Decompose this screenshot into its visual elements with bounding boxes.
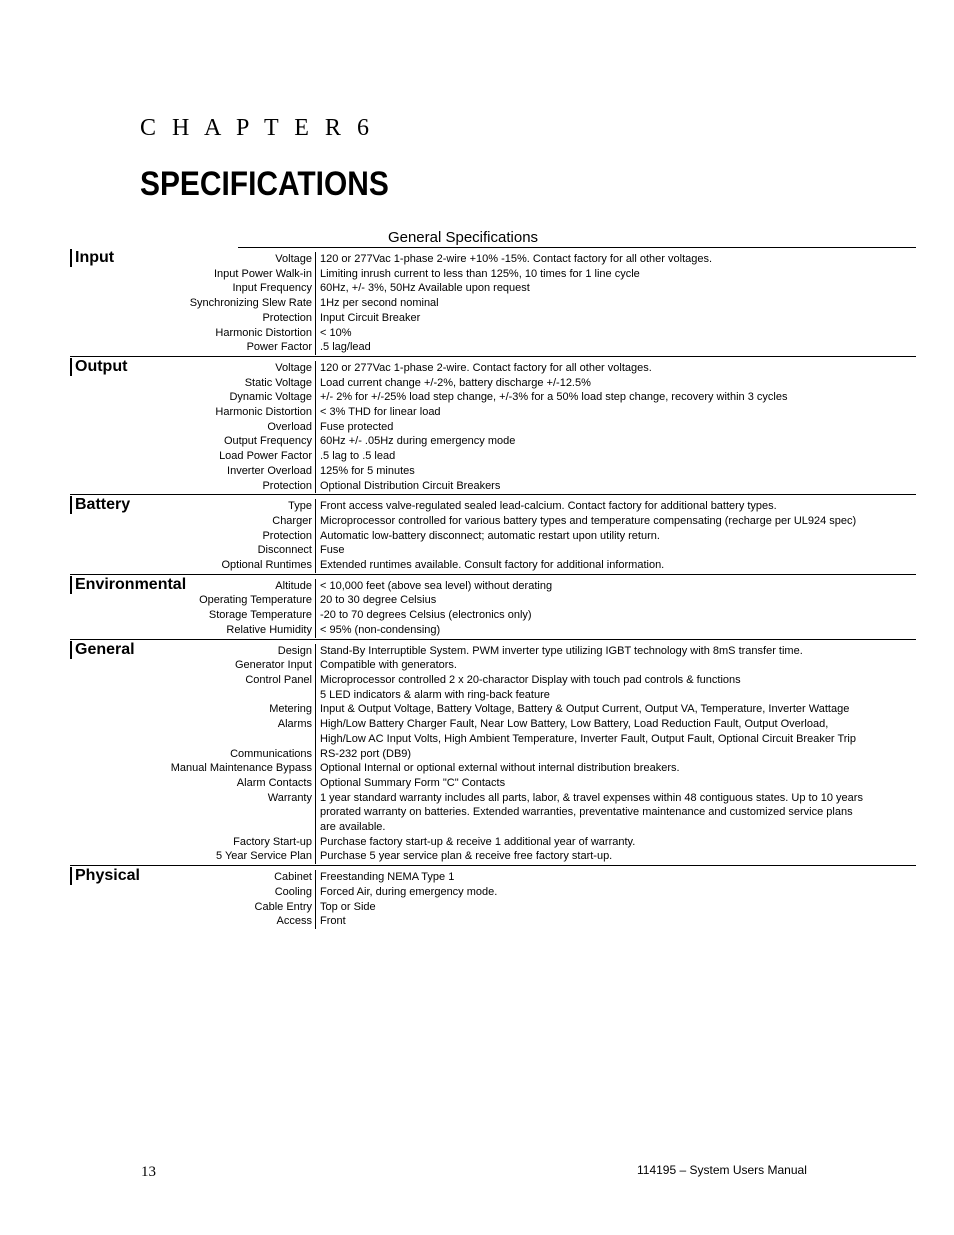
section-heading: Environmental [70, 576, 186, 594]
spec-label: Disconnect [257, 544, 312, 557]
spec-row [70, 608, 916, 623]
spec-value: Microprocessor controlled for various battery types and temperature compensating (recharge per UL924 spec) [315, 514, 916, 529]
spec-label: Relative Humidity [226, 623, 312, 636]
spec-label: Altitude [275, 579, 312, 592]
spec-value: 125% for 5 minutes [315, 464, 916, 479]
spec-label: Harmonic Distortion [215, 326, 312, 339]
specifications-table [70, 248, 916, 930]
spec-row [70, 296, 916, 311]
spec-value: Purchase factory start-up & receive 1 additional year of warranty. [315, 835, 916, 850]
spec-value: Compatible with generators. [315, 658, 916, 673]
spec-row [70, 820, 916, 835]
section-heading: Physical [70, 867, 140, 885]
spec-value: Optional Internal or optional external without internal distribution breakers. [315, 761, 916, 776]
spec-row [70, 449, 916, 464]
spec-row [70, 340, 916, 356]
spec-row [70, 376, 916, 391]
document-title: 114195 – System Users Manual [637, 1163, 807, 1177]
spec-label: Cable Entry [254, 900, 312, 913]
spec-row [70, 575, 916, 594]
spec-label: Synchronizing Slew Rate [189, 297, 312, 310]
spec-label: Dynamic Voltage [229, 391, 312, 404]
spec-label: Alarm Contacts [236, 776, 312, 789]
spec-row [70, 885, 916, 900]
spec-row [70, 390, 916, 405]
spec-value: are available. [315, 820, 916, 835]
spec-label: Overload [267, 420, 312, 433]
spec-value: Extended runtimes available. Consult factory for additional information. [315, 558, 916, 573]
spec-label: Charger [272, 514, 312, 527]
spec-value: 60Hz, +/- 3%, 50Hz Available upon request [315, 281, 916, 296]
spec-row [70, 495, 916, 514]
spec-row [70, 732, 916, 747]
spec-value: Optional Summary Form "C" Contacts [315, 776, 916, 791]
spec-label [70, 820, 315, 835]
spec-label: Manual Maintenance Bypass [170, 762, 312, 775]
spec-label: Storage Temperature [208, 609, 312, 622]
spec-value: Fuse protected [315, 420, 916, 435]
spec-section-input [70, 248, 916, 356]
spec-row [70, 805, 916, 820]
spec-row [70, 747, 916, 762]
spec-row [70, 434, 916, 449]
spec-label: Static Voltage [244, 376, 312, 389]
spec-row [70, 761, 916, 776]
spec-section-environmental [70, 574, 916, 639]
spec-value: -20 to 70 degrees Celsius (electronics only) [315, 608, 916, 623]
spec-label [70, 732, 315, 747]
section-heading: Output [70, 358, 127, 376]
page-title: SPECIFICATIONS [140, 165, 389, 203]
spec-row [70, 267, 916, 282]
spec-value: < 95% (non-condensing) [315, 623, 916, 638]
spec-value: Forced Air, during emergency mode. [315, 885, 916, 900]
spec-label: Protection [262, 311, 312, 324]
spec-label: Output Frequency [223, 435, 312, 448]
section-heading: Battery [70, 496, 130, 514]
spec-label: Voltage [275, 253, 312, 265]
spec-value: 5 LED indicators & alarm with ring-back feature [315, 688, 916, 703]
spec-value: 1Hz per second nominal [315, 296, 916, 311]
spec-label: Harmonic Distortion [215, 406, 312, 419]
spec-row [70, 702, 916, 717]
spec-label: Factory Start-up [233, 835, 312, 848]
spec-value: 120 or 277Vac 1-phase 2-wire +10% -15%. Contact factory for all other voltages. [315, 252, 916, 267]
spec-value: Top or Side [315, 900, 916, 915]
spec-row [70, 464, 916, 479]
spec-row [70, 479, 916, 495]
spec-label: Control Panel [245, 673, 312, 686]
spec-row [70, 357, 916, 376]
spec-row [70, 529, 916, 544]
spec-row [70, 849, 916, 865]
spec-label: Communications [230, 747, 312, 760]
spec-value: Automatic low-battery disconnect; automatic restart upon utility return. [315, 529, 916, 544]
spec-label: Voltage [275, 361, 312, 374]
spec-label: Input Power Walk-in [213, 267, 312, 280]
spec-section-output [70, 356, 916, 494]
page-number: 13 [141, 1164, 156, 1180]
spec-label [70, 688, 315, 703]
spec-label: Cooling [274, 885, 312, 898]
spec-value: High/Low Battery Charger Fault, Near Low Battery, Low Battery, Load Reduction Fault, Output Overload, [315, 717, 916, 732]
spec-section-battery [70, 494, 916, 574]
spec-label: Alarms [277, 718, 312, 731]
spec-row [70, 640, 916, 659]
spec-label: Generator Input [234, 659, 312, 672]
spec-label: Load Power Factor [219, 450, 312, 463]
spec-row [70, 311, 916, 326]
spec-label: Metering [269, 703, 312, 716]
spec-label: Cabinet [274, 871, 312, 884]
spec-row [70, 405, 916, 420]
spec-row [70, 776, 916, 791]
spec-row [70, 717, 916, 732]
spec-row [70, 514, 916, 529]
spec-value: .5 lag/lead [315, 340, 916, 355]
spec-value: Input & Output Voltage, Battery Voltage, Battery & Output Current, Output VA, Temperature, Inverter Wattage [315, 702, 916, 717]
spec-label: Protection [262, 479, 312, 492]
spec-label: Input Frequency [232, 282, 312, 295]
spec-value: < 10,000 feet (above sea level) without derating [315, 579, 916, 594]
spec-row [70, 248, 916, 267]
spec-label: 5 Year Service Plan [215, 850, 312, 863]
spec-value: Purchase 5 year service plan & receive free factory start-up. [315, 849, 916, 864]
spec-section-physical [70, 865, 916, 930]
spec-section-general [70, 639, 916, 866]
spec-row [70, 593, 916, 608]
spec-label [70, 805, 315, 820]
spec-label: Power Factor [246, 341, 312, 354]
spec-row [70, 281, 916, 296]
spec-row [70, 543, 916, 558]
spec-row [70, 326, 916, 341]
spec-value: High/Low AC Input Volts, High Ambient Temperature, Inverter Fault, Output Fault, Optional Circuit Breaker Trip [315, 732, 916, 747]
spec-value: Limiting inrush current to less than 125%, 10 times for 1 line cycle [315, 267, 916, 282]
spec-label: Type [288, 500, 312, 513]
spec-row [70, 900, 916, 915]
spec-value: < 10% [315, 326, 916, 341]
spec-label: Optional Runtimes [221, 559, 312, 572]
spec-value: Input Circuit Breaker [315, 311, 916, 326]
spec-value: Optional Distribution Circuit Breakers [315, 479, 916, 494]
spec-label: Inverter Overload [227, 464, 312, 477]
spec-value: Fuse [315, 543, 916, 558]
spec-value: Load current change +/-2%, battery discharge +/-12.5% [315, 376, 916, 391]
spec-value: Front access valve-regulated sealed lead-calcium. Contact factory for additional battery types. [315, 499, 916, 514]
spec-value: < 3% THD for linear load [315, 405, 916, 420]
spec-label: Access [276, 915, 312, 928]
spec-row [70, 914, 916, 930]
spec-value: 20 to 30 degree Celsius [315, 593, 916, 608]
spec-row [70, 623, 916, 639]
spec-value: 60Hz +/- .05Hz during emergency mode [315, 434, 916, 449]
spec-row [70, 673, 916, 688]
section-heading: Input [70, 249, 114, 267]
spec-value: Front [315, 914, 916, 929]
spec-value: +/- 2% for +/-25% load step change, +/-3% for a 50% load step change, recovery within 3 cycles [315, 390, 916, 405]
spec-label: Protection [262, 529, 312, 542]
spec-value: 1 year standard warranty includes all parts, labor, & travel expenses within 48 contiguous states. Up to 10 years [315, 791, 916, 806]
spec-label: Operating Temperature [199, 594, 312, 607]
table-title: General Specifications [387, 229, 539, 246]
spec-label: Design [277, 644, 312, 657]
spec-value: prorated warranty on batteries. Extended warranties, preventative maintenance and customized service plans [315, 805, 916, 820]
chapter-label: C H A P T E R 6 [140, 115, 374, 141]
spec-value: Stand-By Interruptible System. PWM inverter type utilizing IGBT technology with 8mS transfer time. [315, 644, 916, 659]
spec-row [70, 835, 916, 850]
spec-value: RS-232 port (DB9) [315, 747, 916, 762]
spec-row [70, 658, 916, 673]
section-heading: General [70, 641, 135, 659]
spec-label: Warranty [267, 791, 312, 804]
spec-value: Microprocessor controlled 2 x 20-charactor Display with touch pad controls & functions [315, 673, 916, 688]
spec-row [70, 558, 916, 574]
spec-row [70, 688, 916, 703]
spec-row [70, 866, 916, 885]
spec-value: Freestanding NEMA Type 1 [315, 870, 916, 885]
spec-value: .5 lag to .5 lead [315, 449, 916, 464]
spec-value: 120 or 277Vac 1-phase 2-wire. Contact factory for all other voltages. [315, 361, 916, 376]
spec-row [70, 420, 916, 435]
spec-row [70, 791, 916, 806]
